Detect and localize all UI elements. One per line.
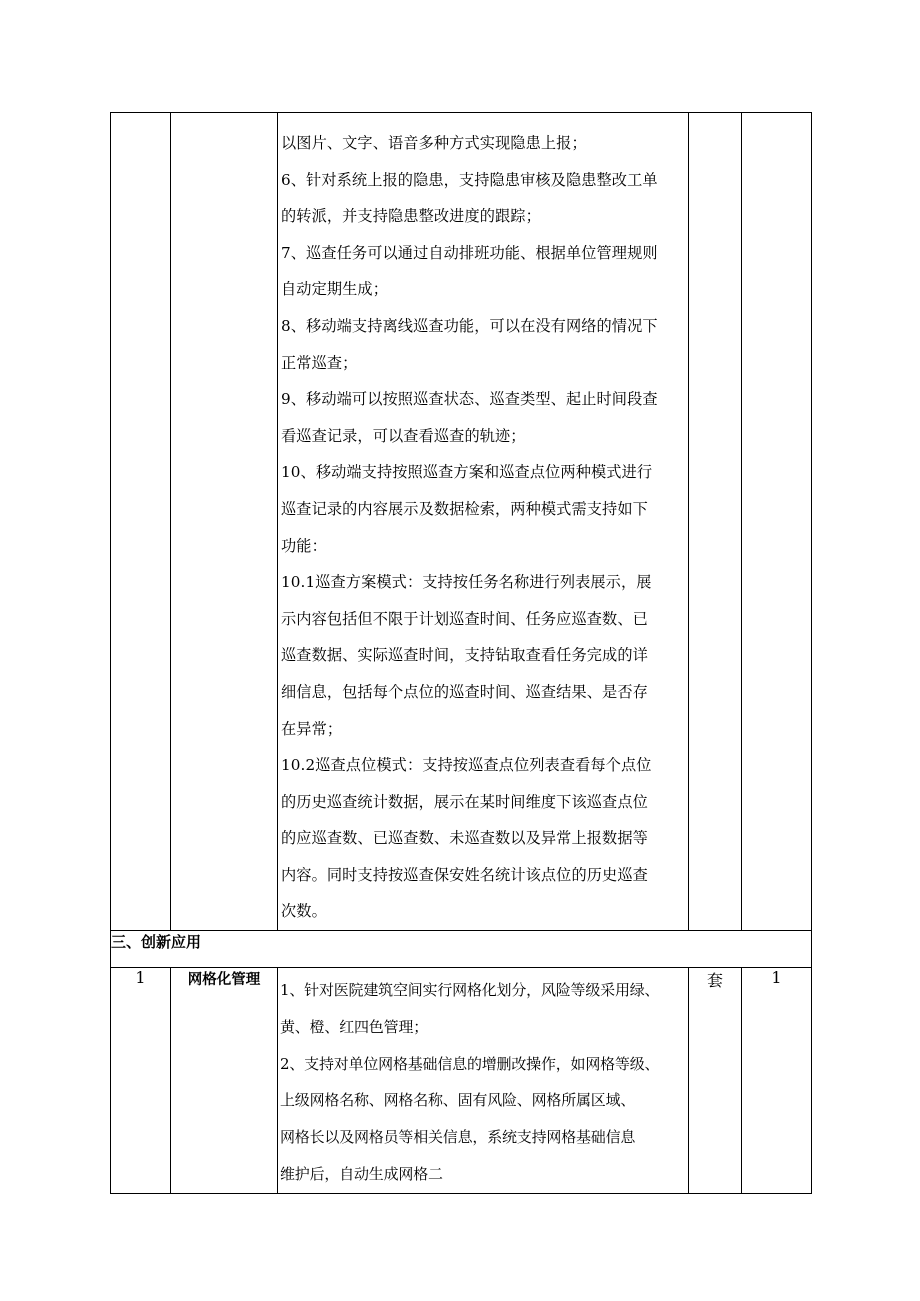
section-row bbox=[111, 931, 812, 968]
table-row bbox=[111, 113, 812, 931]
description-line: 9、移动端可以按照巡查状态、巡查类型、起止时间段查 bbox=[281, 390, 658, 409]
unit-cell: 套 bbox=[689, 968, 742, 1194]
description-line: 的历史巡查统计数据，展示在某时间维度下该巡查点位 bbox=[281, 792, 648, 811]
description-line: 10.2巡查点位模式：支持按巡查点位列表查看每个点位 bbox=[281, 756, 652, 775]
description-line: 上级网格名称、网格名称、固有风险、网格所属区域、 bbox=[280, 1091, 636, 1110]
name-cell bbox=[171, 113, 278, 931]
description-line: 正常巡查； bbox=[281, 353, 358, 372]
quantity-cell bbox=[742, 113, 812, 931]
table-row bbox=[111, 968, 812, 1194]
description-line: 巡查记录的内容展示及数据检索，两种模式需支持如下 bbox=[281, 499, 648, 518]
description-line: 巡查数据、实际巡查时间，支持钻取查看任务完成的详 bbox=[281, 646, 648, 665]
index-cell bbox=[111, 113, 171, 931]
item-name: 网格化管理 bbox=[171, 968, 278, 1194]
quantity-cell: 1 bbox=[742, 968, 812, 1194]
description-line: 10.1巡查方案模式：支持按任务名称进行列表展示，展 bbox=[281, 573, 652, 592]
index-cell: 1 bbox=[111, 968, 171, 1194]
description-line: 8、移动端支持离线巡查功能，可以在没有网络的情况下 bbox=[281, 316, 658, 335]
description-line: 2、支持对单位网格基础信息的增删改操作，如网格等级、 bbox=[280, 1054, 660, 1073]
description-line: 维护后，自动生成网格二 bbox=[280, 1165, 443, 1184]
description-line: 6、针对系统上报的隐患，支持隐患审核及隐患整改工单 bbox=[281, 170, 658, 189]
description-line: 以图片、文字、语音多种方式实现隐患上报； bbox=[281, 134, 587, 152]
section-title: 三、创新应用 bbox=[111, 931, 812, 968]
description-line: 内容。同时支持按巡查保安姓名统计该点位的历史巡查 bbox=[281, 865, 648, 884]
description-text bbox=[278, 113, 688, 930]
description-line: 次数。 bbox=[281, 902, 327, 921]
description-line: 在异常； bbox=[281, 719, 343, 738]
description-line: 功能： bbox=[281, 536, 327, 555]
description-line: 看巡查记录，可以查看巡查的轨迹； bbox=[281, 426, 526, 445]
description-line: 网格长以及网格员等相关信息，系统支持网格基础信息 bbox=[280, 1128, 636, 1147]
description-cell bbox=[278, 113, 689, 931]
description-line: 7、巡查任务可以通过自动排班功能、根据单位管理规则 bbox=[281, 243, 658, 262]
description-line: 示内容包括但不限于计划巡查时间、任务应巡查数、已 bbox=[281, 609, 648, 628]
description-line: 10、移动端支持按照巡查方案和巡查点位两种模式进行 bbox=[281, 463, 653, 482]
description-line: 细信息，包括每个点位的巡查时间、巡查结果、是否存 bbox=[281, 682, 648, 701]
description-line: 1、针对医院建筑空间实行网格化划分，风险等级采用绿、 bbox=[280, 981, 660, 1000]
unit-cell bbox=[689, 113, 742, 931]
description-line: 黄、橙、红四色管理； bbox=[280, 1017, 429, 1036]
description-line: 自动定期生成； bbox=[281, 280, 389, 299]
requirements-table bbox=[110, 112, 812, 1194]
description-cell bbox=[278, 968, 689, 1194]
description-text bbox=[278, 968, 688, 1193]
description-line: 的应巡查数、已巡查数、未巡查数以及异常上报数据等 bbox=[281, 829, 648, 848]
description-line: 的转派，并支持隐患整改进度的跟踪； bbox=[281, 207, 541, 226]
